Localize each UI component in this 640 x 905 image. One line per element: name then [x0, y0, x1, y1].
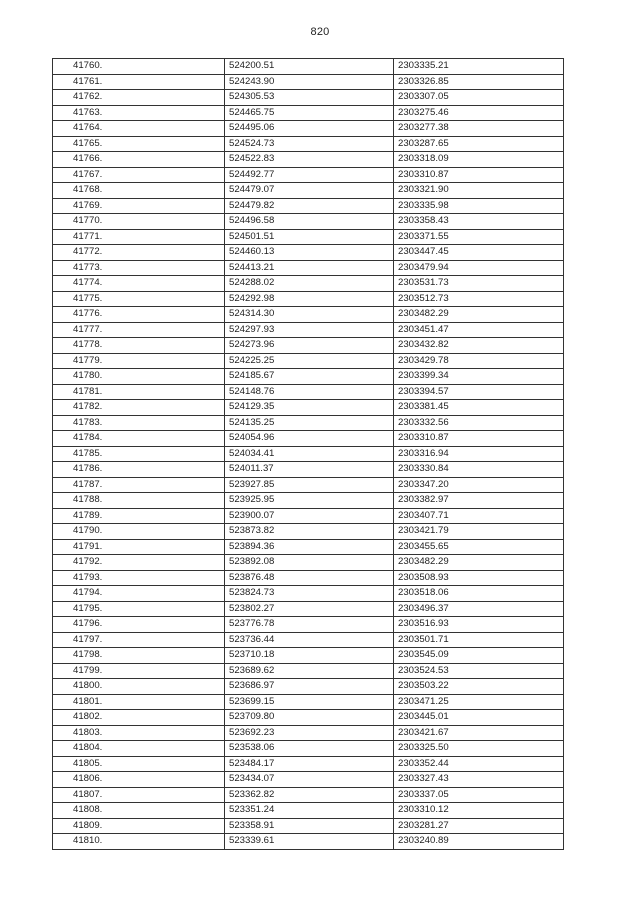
y-coordinate-cell: 2303316.94: [394, 446, 564, 462]
table-row: [53, 787, 564, 803]
x-coordinate-cell: 524524.73: [225, 136, 394, 152]
y-coordinate-cell: 2303545.09: [394, 648, 564, 664]
x-coordinate-cell: 523894.36: [225, 539, 394, 555]
y-coordinate-cell: 2303501.71: [394, 632, 564, 648]
point-number-cell: 41765.: [53, 136, 225, 152]
table-row: [53, 322, 564, 338]
table-row: [53, 121, 564, 137]
point-number-cell: 41801.: [53, 694, 225, 710]
x-coordinate-cell: 524522.83: [225, 152, 394, 168]
point-number-cell: 41760.: [53, 59, 225, 75]
x-coordinate-cell: 523686.97: [225, 679, 394, 695]
point-number-cell: 41768.: [53, 183, 225, 199]
point-number-cell: 41789.: [53, 508, 225, 524]
table-row: [53, 198, 564, 214]
point-number-cell: 41787.: [53, 477, 225, 493]
y-coordinate-cell: 2303421.67: [394, 725, 564, 741]
point-number-cell: 41773.: [53, 260, 225, 276]
table-row: [53, 756, 564, 772]
table-row: [53, 462, 564, 478]
table-row: [53, 446, 564, 462]
y-coordinate-cell: 2303318.09: [394, 152, 564, 168]
table-row: [53, 415, 564, 431]
table-row: [53, 694, 564, 710]
table-row: [53, 493, 564, 509]
y-coordinate-cell: 2303326.85: [394, 74, 564, 90]
table-row: [53, 477, 564, 493]
point-number-cell: 41794.: [53, 586, 225, 602]
y-coordinate-cell: 2303531.73: [394, 276, 564, 292]
y-coordinate-cell: 2303321.90: [394, 183, 564, 199]
point-number-cell: 41795.: [53, 601, 225, 617]
x-coordinate-cell: 524495.06: [225, 121, 394, 137]
y-coordinate-cell: 2303471.25: [394, 694, 564, 710]
y-coordinate-cell: 2303352.44: [394, 756, 564, 772]
table-row: [53, 539, 564, 555]
x-coordinate-cell: 524305.53: [225, 90, 394, 106]
table-row: [53, 400, 564, 416]
point-number-cell: 41763.: [53, 105, 225, 121]
point-number-cell: 41793.: [53, 570, 225, 586]
y-coordinate-cell: 2303512.73: [394, 291, 564, 307]
y-coordinate-cell: 2303516.93: [394, 617, 564, 633]
point-number-cell: 41803.: [53, 725, 225, 741]
table-row: [53, 648, 564, 664]
y-coordinate-cell: 2303407.71: [394, 508, 564, 524]
x-coordinate-cell: 523873.82: [225, 524, 394, 540]
table-row: [53, 214, 564, 230]
y-coordinate-cell: 2303447.45: [394, 245, 564, 261]
table-row: [53, 260, 564, 276]
table-row: [53, 229, 564, 245]
x-coordinate-cell: 524273.96: [225, 338, 394, 354]
point-number-cell: 41769.: [53, 198, 225, 214]
y-coordinate-cell: 2303332.56: [394, 415, 564, 431]
point-number-cell: 41797.: [53, 632, 225, 648]
x-coordinate-cell: 524496.58: [225, 214, 394, 230]
point-number-cell: 41779.: [53, 353, 225, 369]
coordinates-table-body: [53, 59, 564, 850]
point-number-cell: 41800.: [53, 679, 225, 695]
table-row: [53, 555, 564, 571]
point-number-cell: 41775.: [53, 291, 225, 307]
y-coordinate-cell: 2303445.01: [394, 710, 564, 726]
point-number-cell: 41780.: [53, 369, 225, 385]
y-coordinate-cell: 2303310.12: [394, 803, 564, 819]
x-coordinate-cell: 523892.08: [225, 555, 394, 571]
y-coordinate-cell: 2303455.65: [394, 539, 564, 555]
y-coordinate-cell: 2303482.29: [394, 307, 564, 323]
y-coordinate-cell: 2303508.93: [394, 570, 564, 586]
x-coordinate-cell: 523876.48: [225, 570, 394, 586]
table-row: [53, 725, 564, 741]
x-coordinate-cell: 524034.41: [225, 446, 394, 462]
point-number-cell: 41767.: [53, 167, 225, 183]
point-number-cell: 41790.: [53, 524, 225, 540]
point-number-cell: 41781.: [53, 384, 225, 400]
x-coordinate-cell: 523699.15: [225, 694, 394, 710]
point-number-cell: 41798.: [53, 648, 225, 664]
point-number-cell: 41806.: [53, 772, 225, 788]
y-coordinate-cell: 2303275.46: [394, 105, 564, 121]
y-coordinate-cell: 2303399.34: [394, 369, 564, 385]
point-number-cell: 41802.: [53, 710, 225, 726]
x-coordinate-cell: 524288.02: [225, 276, 394, 292]
y-coordinate-cell: 2303421.79: [394, 524, 564, 540]
point-number-cell: 41764.: [53, 121, 225, 137]
x-coordinate-cell: 523484.17: [225, 756, 394, 772]
point-number-cell: 41804.: [53, 741, 225, 757]
x-coordinate-cell: 524054.96: [225, 431, 394, 447]
y-coordinate-cell: 2303335.21: [394, 59, 564, 75]
point-number-cell: 41772.: [53, 245, 225, 261]
y-coordinate-cell: 2303240.89: [394, 834, 564, 850]
y-coordinate-cell: 2303479.94: [394, 260, 564, 276]
table-row: [53, 59, 564, 75]
x-coordinate-cell: 523736.44: [225, 632, 394, 648]
x-coordinate-cell: 524243.90: [225, 74, 394, 90]
y-coordinate-cell: 2303503.22: [394, 679, 564, 695]
y-coordinate-cell: 2303277.38: [394, 121, 564, 137]
x-coordinate-cell: 524465.75: [225, 105, 394, 121]
table-row: [53, 570, 564, 586]
x-coordinate-cell: 524129.35: [225, 400, 394, 416]
x-coordinate-cell: 524492.77: [225, 167, 394, 183]
table-row: [53, 245, 564, 261]
y-coordinate-cell: 2303337.05: [394, 787, 564, 803]
coordinates-table: [52, 58, 564, 850]
x-coordinate-cell: 524479.07: [225, 183, 394, 199]
table-row: [53, 617, 564, 633]
y-coordinate-cell: 2303451.47: [394, 322, 564, 338]
y-coordinate-cell: 2303347.20: [394, 477, 564, 493]
x-coordinate-cell: 524460.13: [225, 245, 394, 261]
x-coordinate-cell: 523692.23: [225, 725, 394, 741]
point-number-cell: 41761.: [53, 74, 225, 90]
x-coordinate-cell: 524314.30: [225, 307, 394, 323]
x-coordinate-cell: 523709.80: [225, 710, 394, 726]
table-row: [53, 384, 564, 400]
point-number-cell: 41791.: [53, 539, 225, 555]
table-row: [53, 803, 564, 819]
point-number-cell: 41762.: [53, 90, 225, 106]
table-row: [53, 307, 564, 323]
table-row: [53, 601, 564, 617]
point-number-cell: 41784.: [53, 431, 225, 447]
page-number: 820: [310, 26, 330, 38]
point-number-cell: 41808.: [53, 803, 225, 819]
table-row: [53, 834, 564, 850]
x-coordinate-cell: 524135.25: [225, 415, 394, 431]
x-coordinate-cell: 523802.27: [225, 601, 394, 617]
point-number-cell: 41770.: [53, 214, 225, 230]
y-coordinate-cell: 2303432.82: [394, 338, 564, 354]
point-number-cell: 41788.: [53, 493, 225, 509]
x-coordinate-cell: 523358.91: [225, 818, 394, 834]
point-number-cell: 41796.: [53, 617, 225, 633]
table-row: [53, 710, 564, 726]
table-row: [53, 632, 564, 648]
y-coordinate-cell: 2303307.05: [394, 90, 564, 106]
table-row: [53, 524, 564, 540]
table-row: [53, 276, 564, 292]
x-coordinate-cell: 524501.51: [225, 229, 394, 245]
table-row: [53, 369, 564, 385]
table-row: [53, 136, 564, 152]
x-coordinate-cell: 524011.37: [225, 462, 394, 478]
point-number-cell: 41810.: [53, 834, 225, 850]
y-coordinate-cell: 2303281.27: [394, 818, 564, 834]
y-coordinate-cell: 2303482.29: [394, 555, 564, 571]
point-number-cell: 41771.: [53, 229, 225, 245]
y-coordinate-cell: 2303325.50: [394, 741, 564, 757]
x-coordinate-cell: 523351.24: [225, 803, 394, 819]
table-row: [53, 338, 564, 354]
point-number-cell: 41805.: [53, 756, 225, 772]
x-coordinate-cell: 524479.82: [225, 198, 394, 214]
table-row: [53, 663, 564, 679]
y-coordinate-cell: 2303287.65: [394, 136, 564, 152]
x-coordinate-cell: 524297.93: [225, 322, 394, 338]
y-coordinate-cell: 2303518.06: [394, 586, 564, 602]
point-number-cell: 41782.: [53, 400, 225, 416]
y-coordinate-cell: 2303496.37: [394, 601, 564, 617]
table-row: [53, 741, 564, 757]
point-number-cell: 41792.: [53, 555, 225, 571]
x-coordinate-cell: 524185.67: [225, 369, 394, 385]
table-row: [53, 431, 564, 447]
table-row: [53, 508, 564, 524]
table-row: [53, 679, 564, 695]
x-coordinate-cell: 523927.85: [225, 477, 394, 493]
x-coordinate-cell: 523900.07: [225, 508, 394, 524]
x-coordinate-cell: 523824.73: [225, 586, 394, 602]
table-row: [53, 167, 564, 183]
point-number-cell: 41809.: [53, 818, 225, 834]
point-number-cell: 41778.: [53, 338, 225, 354]
table-row: [53, 183, 564, 199]
x-coordinate-cell: 523434.07: [225, 772, 394, 788]
x-coordinate-cell: 524292.98: [225, 291, 394, 307]
point-number-cell: 41777.: [53, 322, 225, 338]
y-coordinate-cell: 2303381.45: [394, 400, 564, 416]
point-number-cell: 41783.: [53, 415, 225, 431]
y-coordinate-cell: 2303310.87: [394, 431, 564, 447]
y-coordinate-cell: 2303524.53: [394, 663, 564, 679]
y-coordinate-cell: 2303429.78: [394, 353, 564, 369]
x-coordinate-cell: 524148.76: [225, 384, 394, 400]
point-number-cell: 41799.: [53, 663, 225, 679]
table-row: [53, 586, 564, 602]
table-row: [53, 353, 564, 369]
x-coordinate-cell: 523362.82: [225, 787, 394, 803]
y-coordinate-cell: 2303310.87: [394, 167, 564, 183]
x-coordinate-cell: 523689.62: [225, 663, 394, 679]
table-row: [53, 152, 564, 168]
table-row: [53, 818, 564, 834]
table-row: [53, 74, 564, 90]
table-row: [53, 291, 564, 307]
x-coordinate-cell: 523776.78: [225, 617, 394, 633]
y-coordinate-cell: 2303382.97: [394, 493, 564, 509]
table-row: [53, 105, 564, 121]
x-coordinate-cell: 523538.06: [225, 741, 394, 757]
point-number-cell: 41776.: [53, 307, 225, 323]
y-coordinate-cell: 2303330.84: [394, 462, 564, 478]
x-coordinate-cell: 524200.51: [225, 59, 394, 75]
x-coordinate-cell: 523339.61: [225, 834, 394, 850]
x-coordinate-cell: 524225.25: [225, 353, 394, 369]
x-coordinate-cell: 523710.18: [225, 648, 394, 664]
point-number-cell: 41786.: [53, 462, 225, 478]
point-number-cell: 41774.: [53, 276, 225, 292]
table-row: [53, 772, 564, 788]
y-coordinate-cell: 2303358.43: [394, 214, 564, 230]
x-coordinate-cell: 523925.95: [225, 493, 394, 509]
y-coordinate-cell: 2303327.43: [394, 772, 564, 788]
y-coordinate-cell: 2303394.57: [394, 384, 564, 400]
x-coordinate-cell: 524413.21: [225, 260, 394, 276]
y-coordinate-cell: 2303335.98: [394, 198, 564, 214]
y-coordinate-cell: 2303371.55: [394, 229, 564, 245]
table-row: [53, 90, 564, 106]
point-number-cell: 41785.: [53, 446, 225, 462]
point-number-cell: 41807.: [53, 787, 225, 803]
point-number-cell: 41766.: [53, 152, 225, 168]
